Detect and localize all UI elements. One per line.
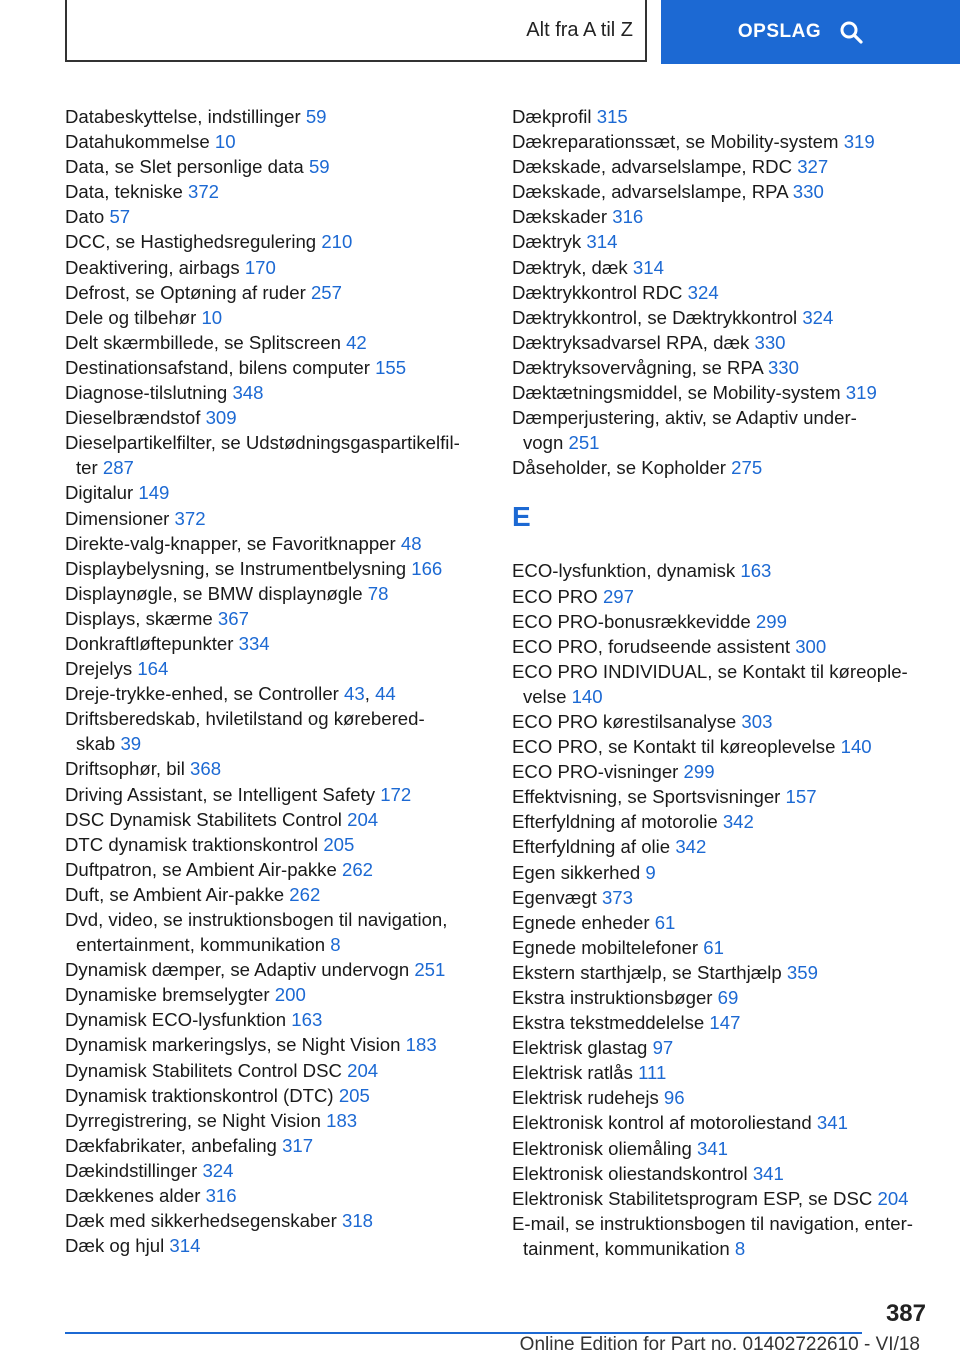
tab-opslag[interactable] <box>661 0 960 64</box>
index-entry <box>65 1083 485 1108</box>
index-entry <box>65 229 485 254</box>
page-link[interactable]: 319 <box>845 382 877 404</box>
index-entry <box>512 860 932 885</box>
index-entry-text: Duft, se Ambient Air-pakke <box>65 883 285 905</box>
index-entry-text: Diagnose-tilslutning <box>65 382 228 404</box>
index-entry <box>512 104 932 129</box>
index-entry-text: Efterfyldning af olie <box>512 836 671 858</box>
page-link[interactable]: 348 <box>232 382 264 404</box>
index-entry <box>65 430 485 480</box>
page-link[interactable]: 372 <box>188 181 220 203</box>
index-entry <box>65 1208 485 1233</box>
index-entry-text: Elektronisk oliemåling <box>512 1137 692 1159</box>
index-entry-text: Driving Assistant, se Intelligent Safety <box>65 783 376 805</box>
index-column-left <box>65 104 485 1258</box>
page-link[interactable]: 251 <box>568 432 600 454</box>
index-entry-text: Dynamisk traktionskontrol (DTC) <box>65 1084 334 1106</box>
index-entry-text: Displaybelysning, se Instrumentbelysning <box>65 557 407 579</box>
index-entry <box>65 154 485 179</box>
index-entry-text: ECO PRO, forudseende assistent <box>512 635 791 657</box>
page-link[interactable]: 59 <box>305 106 327 127</box>
index-entry <box>512 1060 932 1085</box>
index-entry-text: Displaynøgle, se BMW displaynøgle <box>65 582 363 604</box>
page-link[interactable]: 317 <box>282 1134 314 1156</box>
index-entry-text: Dækindstillinger <box>65 1159 198 1181</box>
index-entry-text: Dæktætningsmiddel, se Mobility-system <box>512 382 841 404</box>
index-entry <box>65 280 485 305</box>
index-entry-text: Effektvisning, se Sportsvisninger <box>512 786 781 808</box>
index-entry-text: Data, se Slet personlige data <box>65 156 304 178</box>
page-link[interactable]: 334 <box>238 632 270 654</box>
index-entry <box>512 734 932 759</box>
index-entry <box>512 985 932 1010</box>
index-entry-text: Duftpatron, se Ambient Air-pakke <box>65 858 337 880</box>
page-link[interactable]: 262 <box>342 858 374 880</box>
page-link[interactable]: 163 <box>740 560 772 582</box>
page-link[interactable]: 287 <box>102 457 134 479</box>
page-link[interactable]: 373 <box>601 886 633 908</box>
index-entry <box>512 1010 932 1035</box>
page-link[interactable]: 303 <box>741 710 773 732</box>
index-entry-text: ECO PRO-visninger <box>512 761 679 783</box>
index-entry-text: Donkraftløftepunkter <box>65 632 234 654</box>
index-entry-text: Dynamisk dæmper, se Adaptiv undervogn <box>65 959 410 981</box>
index-entry-text: Drejelys <box>65 658 133 680</box>
index-entry-text: Dreje-trykke-enhed, se Controller <box>65 683 339 705</box>
index-entry-text: E-mail, se instruktionsbogen til navigation, enter- <box>512 1212 914 1234</box>
index-entry <box>512 960 932 985</box>
page-link[interactable]: 147 <box>709 1012 741 1034</box>
index-entry <box>512 1085 932 1110</box>
index-entry-text: Databeskyttelse, indstillinger <box>65 106 301 127</box>
page-link[interactable]: 43 <box>344 683 365 705</box>
index-entry-text: skab <box>76 733 116 755</box>
index-entry-text: Digitalur <box>65 482 134 504</box>
index-entry <box>512 330 932 355</box>
footer-edition-text: Online Edition for Part no. 01402722610 - VI/18 <box>519 1334 920 1355</box>
index-entry-text: ECO PRO, se Kontakt til køreoplevelse <box>512 736 836 758</box>
page-link[interactable]: 42 <box>346 331 367 353</box>
index-entry-text: Elektronisk oliestandskontrol <box>512 1162 748 1184</box>
index-entry <box>65 706 485 756</box>
index-entry-text: Dele og tilbehør <box>65 306 197 328</box>
index-entry <box>512 455 932 480</box>
index-entry <box>512 1211 932 1261</box>
index-entry <box>65 330 485 355</box>
page-link[interactable]: 97 <box>652 1037 674 1059</box>
page-link[interactable]: 316 <box>205 1185 237 1207</box>
index-entry-text: Dæktryk, dæk <box>512 256 628 278</box>
page-link[interactable]: 163 <box>291 1009 323 1031</box>
page-link[interactable]: 330 <box>792 181 824 203</box>
index-entry <box>512 759 932 784</box>
index-section-letter: E <box>512 501 531 533</box>
index-entry <box>512 784 932 809</box>
index-entry <box>512 1186 932 1211</box>
index-entry: Dreje-trykke-enhed, se Controller 43, 44 <box>65 683 396 705</box>
index-entry <box>65 104 485 129</box>
page-link[interactable]: 341 <box>697 1137 729 1159</box>
index-column-right <box>512 104 932 1261</box>
page-link[interactable]: 183 <box>405 1034 437 1056</box>
page-link[interactable]: 205 <box>338 1084 370 1106</box>
page-link[interactable]: 314 <box>632 256 664 278</box>
page-link[interactable]: 324 <box>802 306 834 328</box>
index-entry-text: Driftsberedskab, hviletilstand og kørebered- <box>65 708 425 730</box>
index-entry-text: Data, tekniske <box>65 181 183 203</box>
index-entry <box>65 1133 485 1158</box>
index-entry-text: Ekstra tekstmeddelelse <box>512 1012 705 1034</box>
page-link[interactable]: 140 <box>571 685 603 707</box>
index-entry <box>65 982 485 1007</box>
index-entry-text: Dynamiske bremselygter <box>65 984 270 1006</box>
index-entry <box>65 631 485 656</box>
index-entry-text: ECO PRO <box>512 585 598 607</box>
page-link[interactable]: 299 <box>755 610 787 632</box>
index-entry <box>65 556 485 581</box>
index-entry <box>512 634 932 659</box>
index-entry <box>65 531 485 556</box>
tab-opslag-label: OPSLAG <box>737 21 822 42</box>
index-entry <box>512 255 932 280</box>
index-entry-text: Dækreparationssæt, se Mobility-system <box>512 131 839 153</box>
index-entry-text: Elektrisk glastag <box>512 1037 648 1059</box>
index-entry <box>65 1032 485 1057</box>
page-link[interactable]: 210 <box>321 231 353 253</box>
index-entry <box>65 480 485 505</box>
page-link[interactable]: 251 <box>414 959 446 981</box>
index-entry-text: Dyrregistrering, se Night Vision <box>65 1109 321 1131</box>
index-entry <box>65 907 485 957</box>
index-entry <box>512 659 932 709</box>
index-entry <box>512 1136 932 1161</box>
index-entry <box>512 154 932 179</box>
page-link[interactable]: 183 <box>326 1109 358 1131</box>
index-entry-text: DTC dynamisk traktionskontrol <box>65 833 319 855</box>
page-link[interactable]: 8 <box>734 1237 746 1259</box>
index-entry-text: Dæktryksovervågning, se RPA <box>512 356 763 378</box>
page-link[interactable]: 341 <box>752 1162 784 1184</box>
page-link[interactable]: 319 <box>843 131 875 153</box>
index-entry-text: Dæmperjustering, aktiv, se Adaptiv under- <box>512 407 857 429</box>
page-link[interactable]: 39 <box>120 733 142 755</box>
index-entry <box>512 809 932 834</box>
index-entry-text: tainment, kommunikation <box>523 1237 730 1259</box>
index-entry-text: Elektrisk rudehejs <box>512 1087 659 1109</box>
index-entry <box>512 179 932 204</box>
page-link[interactable]: 200 <box>274 984 306 1006</box>
page-link[interactable]: 316 <box>612 206 644 228</box>
index-entry-text: Datahukommelse <box>65 131 210 153</box>
index-entry-text: Dækskade, advarselslampe, RPA <box>512 181 788 203</box>
index-entry <box>65 380 485 405</box>
tab-az-label: Alt fra A til Z <box>526 18 633 41</box>
index-entry-text: Delt skærmbillede, se Splitscreen <box>65 331 341 353</box>
index-entry <box>65 179 485 204</box>
page-link[interactable]: 204 <box>347 808 379 830</box>
index-entry-text: ECO PRO kørestilsanalyse <box>512 710 737 732</box>
index-entry-text: Dæk og hjul <box>65 1235 165 1257</box>
page-link[interactable]: 204 <box>877 1187 909 1209</box>
index-entry-text: Dækskader <box>512 206 608 228</box>
index-entry-text: Dynamisk markeringslys, se Night Vision <box>65 1034 401 1056</box>
index-entry <box>512 280 932 305</box>
index-entry <box>512 910 932 935</box>
index-entry <box>65 1158 485 1183</box>
index-entry <box>512 1110 932 1135</box>
index-entry-text: Direkte-valg-knapper, se Favoritknapper <box>65 532 396 554</box>
index-entry-text: Egnede enheder <box>512 911 650 933</box>
index-entry <box>65 255 485 280</box>
page-link[interactable]: 342 <box>722 811 754 833</box>
page-link[interactable]: 309 <box>205 407 237 429</box>
index-entry-text: Dåseholder, se Kopholder <box>512 457 726 479</box>
page-link[interactable]: 324 <box>687 281 719 303</box>
page-link[interactable]: 314 <box>586 231 618 253</box>
page-link[interactable]: 342 <box>675 836 707 858</box>
index-entry <box>65 957 485 982</box>
page-link[interactable]: 10 <box>214 131 236 153</box>
index-entry <box>512 305 932 330</box>
index-entry <box>65 204 485 229</box>
index-entry-text: Egenvægt <box>512 886 597 908</box>
index-entry-text: Egnede mobiltelefoner <box>512 936 699 958</box>
page-link[interactable]: 170 <box>244 256 276 278</box>
page-link[interactable]: 155 <box>375 356 407 378</box>
index-entry-text: DCC, se Hastighedsregulering <box>65 231 317 253</box>
index-entry-text: Egen sikkerhed <box>512 861 641 883</box>
index-entry-text: Deaktivering, airbags <box>65 256 240 278</box>
index-entry-text: Dynamisk ECO-lysfunktion <box>65 1009 287 1031</box>
index-entry <box>65 832 485 857</box>
page-link[interactable]: 96 <box>663 1087 685 1109</box>
page-link[interactable]: 48 <box>400 532 422 554</box>
index-entry <box>65 606 485 631</box>
index-entry-text: DSC Dynamisk Stabilitets Control <box>65 808 342 830</box>
index-entry <box>65 405 485 430</box>
page-link[interactable]: 318 <box>341 1210 374 1232</box>
index-entry-text: ECO PRO-bonusrækkevidde <box>512 610 751 632</box>
page-link[interactable]: 275 <box>731 457 763 479</box>
index-entry-text: Defrost, se Optøning af ruder <box>65 281 306 303</box>
index-entry <box>512 885 932 910</box>
index-entry <box>65 656 485 681</box>
index-entry-text: Dato <box>65 206 105 228</box>
index-entry-text: Dvd, video, se instruktionsbogen til navigation, <box>65 909 448 930</box>
index-entry <box>65 1007 485 1032</box>
page-link[interactable]: 164 <box>137 658 169 680</box>
index-entry <box>65 1233 485 1258</box>
index-entry <box>512 380 932 405</box>
page-link[interactable]: 330 <box>754 331 786 353</box>
index-entry <box>512 709 932 734</box>
index-entry-text: Driftsophør, bil <box>65 758 185 780</box>
search-icon <box>839 20 863 44</box>
page-link[interactable]: 315 <box>596 106 628 127</box>
index-entry-text: Dæktryk <box>512 231 582 253</box>
page-link[interactable]: 327 <box>797 156 829 178</box>
page-link[interactable]: 149 <box>138 482 170 504</box>
page-link[interactable]: 359 <box>786 961 818 983</box>
index-entry <box>65 1058 485 1083</box>
index-entry <box>65 882 485 907</box>
page-link[interactable]: 10 <box>201 306 223 328</box>
index-entry-text: Dimensioner <box>65 507 170 529</box>
page-link[interactable]: 368 <box>190 758 222 780</box>
index-entry <box>512 229 932 254</box>
index-entry-text: Dieselpartikelfilter, se Udstødningsgaspartikelfil- <box>65 432 460 454</box>
index-entry-text: Dækskade, advarselslampe, RDC <box>512 156 793 178</box>
index-entry <box>512 834 932 859</box>
index-entry <box>512 355 932 380</box>
page-link[interactable]: 330 <box>767 356 799 378</box>
page-link[interactable]: 78 <box>367 582 389 604</box>
index-entry <box>65 355 485 380</box>
page-number: 387 <box>885 1300 926 1327</box>
page-link[interactable]: 341 <box>816 1112 848 1134</box>
index-entry <box>512 1161 932 1186</box>
index-entry <box>512 1035 932 1060</box>
page-link[interactable]: 314 <box>169 1235 201 1257</box>
page-link[interactable]: 61 <box>703 936 724 958</box>
index-entry-text: Dækkenes alder <box>65 1185 201 1207</box>
index-entry-text: velse <box>523 685 567 707</box>
index-entry-text: Efterfyldning af motorolie <box>512 811 718 833</box>
index-entry-text: Displays, skærme <box>65 607 213 629</box>
page-link[interactable]: 372 <box>174 507 206 529</box>
index-entry-text: Dækfabrikater, anbefaling <box>65 1134 277 1156</box>
page-link[interactable]: 57 <box>109 206 131 228</box>
index-entry <box>65 581 485 606</box>
page-link[interactable]: 300 <box>795 635 827 657</box>
page-link[interactable]: 205 <box>323 833 355 855</box>
page-link[interactable]: 157 <box>785 786 817 808</box>
index-entry <box>512 558 932 583</box>
page-link[interactable]: 61 <box>654 911 676 933</box>
index-entry-text: Dæktrykkontrol, se Dæktrykkontrol <box>512 306 798 328</box>
index-entry-text: vogn <box>523 432 564 454</box>
page-link[interactable]: 111 <box>638 1062 667 1084</box>
index-entry-text: Dæk med sikkerhedsegenskaber <box>65 1210 337 1232</box>
index-entry-text: Elektrisk ratlås <box>512 1062 633 1084</box>
index-entry <box>65 305 485 330</box>
index-entry <box>65 129 485 154</box>
index-entry-text: Destinationsafstand, bilens computer <box>65 356 370 378</box>
page-link[interactable]: 257 <box>310 281 342 303</box>
index-entry <box>65 756 485 781</box>
index-entry-text: Dæktryksadvarsel RPA, dæk <box>512 331 750 353</box>
index-entry-text: Dieselbrændstof <box>65 407 201 429</box>
index-entry-text: entertainment, kommunikation <box>76 934 326 956</box>
index-entry <box>65 1108 485 1133</box>
page-link[interactable]: 44 <box>375 683 396 705</box>
index-entry-text: Ekstra instruktionsbøger <box>512 987 713 1008</box>
index-entry <box>65 506 485 531</box>
index-entry-text: Dæktrykkontrol RDC <box>512 281 683 303</box>
index-entry-text: ECO PRO INDIVIDUAL, se Kontakt til køreople- <box>512 660 908 682</box>
index-entry <box>512 204 932 229</box>
tab-alt-fra-a-til-z[interactable] <box>65 0 647 62</box>
index-entry-text: Elektronisk Stabilitetsprogram ESP, se DSC <box>512 1187 873 1209</box>
index-entry <box>65 857 485 882</box>
page-link[interactable]: 166 <box>411 557 443 579</box>
page-link[interactable]: 172 <box>380 783 412 805</box>
index-entry <box>512 584 932 609</box>
page-link[interactable]: 204 <box>347 1059 379 1081</box>
page-link[interactable]: 262 <box>289 883 321 905</box>
index-entry-text: Dækprofil <box>512 106 592 127</box>
index-entry-text: ECO-lysfunktion, dynamisk <box>512 560 736 582</box>
index-entry-text: Dynamisk Stabilitets Control DSC <box>65 1059 342 1081</box>
page-link[interactable]: 69 <box>717 987 739 1008</box>
index-entry <box>65 807 485 832</box>
page-link[interactable]: 140 <box>840 736 872 758</box>
index-entry <box>65 782 485 807</box>
page-link[interactable]: 297 <box>602 585 634 607</box>
page-link[interactable]: 367 <box>217 607 249 629</box>
page-link[interactable]: 324 <box>202 1159 234 1181</box>
index-entry <box>512 405 932 455</box>
index-entry-text: ter <box>76 457 98 479</box>
index-entry <box>512 935 932 960</box>
index-entry <box>65 1183 485 1208</box>
index-entry-text: Ekstern starthjælp, se Starthjælp <box>512 961 782 983</box>
page-link[interactable]: 8 <box>330 934 341 956</box>
page-link[interactable]: 9 <box>645 861 656 883</box>
index-entry <box>512 129 932 154</box>
index-entry-text: Elektronisk kontrol af motoroliestand <box>512 1112 812 1134</box>
page-link[interactable]: 299 <box>683 761 715 783</box>
page-link[interactable]: 59 <box>308 156 330 178</box>
index-entry <box>512 609 932 634</box>
